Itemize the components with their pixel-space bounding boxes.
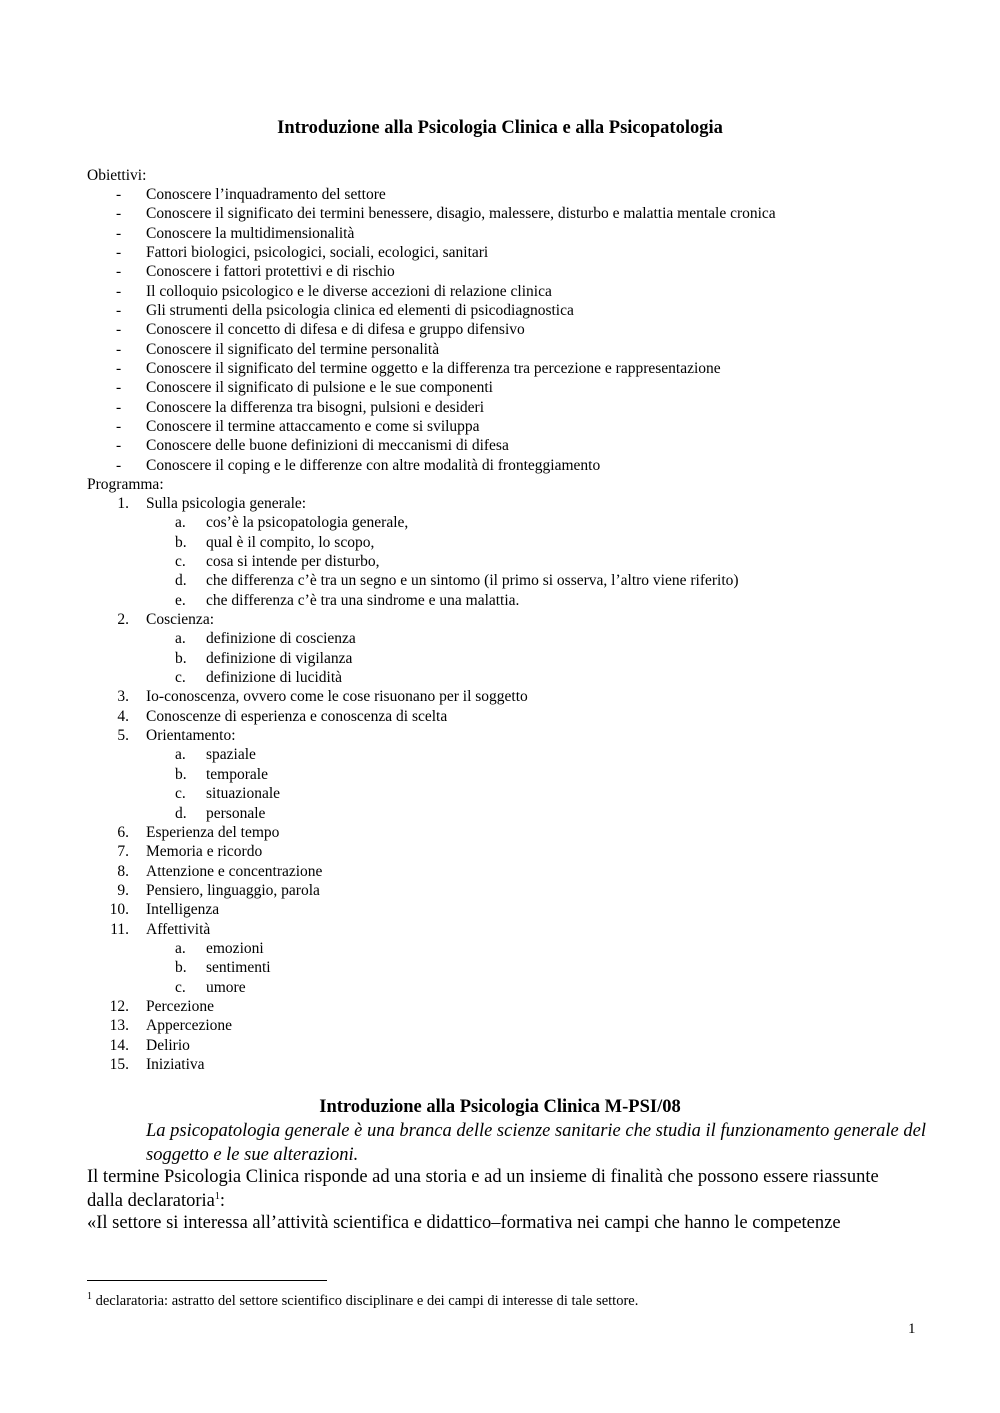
program-sublist xyxy=(146,629,739,687)
objective-text: Conoscere il significato del termine personalità xyxy=(146,340,440,358)
objective-text: Conoscere delle buone definizioni di meccanismi di difesa xyxy=(146,437,509,455)
program-subitem-text: temporale xyxy=(206,765,268,783)
program-sublist xyxy=(146,745,739,822)
bullet-dash: - xyxy=(116,360,122,378)
program-subitem-letter: b. xyxy=(175,765,187,783)
program-subitem xyxy=(146,533,739,552)
objective-text: Conoscere la multidimensionalità xyxy=(146,224,355,242)
program-item-text: Intelligenza xyxy=(146,901,220,919)
objective-item xyxy=(87,378,776,397)
program-subitem-text: umore xyxy=(206,978,246,996)
objective-text: Conoscere il concetto di difesa e di difesa e gruppo difensivo xyxy=(146,321,525,339)
bullet-dash: - xyxy=(116,321,122,339)
program-item xyxy=(87,726,739,823)
bullet-dash: - xyxy=(116,398,122,416)
program-item-number: 4. xyxy=(117,707,129,725)
objectives-label: Obiettivi: xyxy=(87,167,147,184)
program-subitem-letter: d. xyxy=(175,572,187,590)
program-subitem xyxy=(146,958,739,977)
bullet-dash: - xyxy=(116,186,122,203)
program-item-text: Delirio xyxy=(146,1036,190,1054)
objective-text: Conoscere il coping e le differenze con altre modalità di fronteggiamento xyxy=(146,456,601,474)
program-item-number: 15. xyxy=(109,1055,129,1073)
program-item-number: 10. xyxy=(109,901,129,919)
objective-text: Il colloquio psicologico e le diverse accezioni di relazione clinica xyxy=(146,282,552,300)
paragraph-text: Il termine Psicologia Clinica risponde ad una storia e ad un insieme di finalità che possono essere riassunte dalla declaratoria xyxy=(87,1167,879,1211)
program-item-text: Iniziativa xyxy=(146,1055,205,1073)
bullet-dash: - xyxy=(116,244,122,262)
program-subitem-text: definizione di vigilanza xyxy=(206,649,353,667)
objective-text: Fattori biologici, psicologici, sociali, ecologici, sanitari xyxy=(146,244,489,262)
program-item-number: 6. xyxy=(117,823,129,841)
program-item-text: Appercezione xyxy=(146,1017,233,1035)
program-subitem-text: situazionale xyxy=(206,785,281,803)
bullet-dash: - xyxy=(116,379,122,397)
program-subitem-text: cos’è la psicopatologia generale, xyxy=(206,514,409,532)
program-item-text: Conoscenze di esperienza e conoscenza di scelta xyxy=(146,707,448,725)
program-item-text: Esperienza del tempo xyxy=(146,823,280,841)
objective-item xyxy=(87,243,776,262)
program-item-text: Pensiero, linguaggio, parola xyxy=(146,881,320,899)
footnote-reference: 1 xyxy=(214,1190,220,1202)
objective-item xyxy=(87,436,776,455)
program-label: Programma: xyxy=(87,476,164,493)
section-heading: Introduzione alla Psicologia Clinica M-PSI/08 xyxy=(319,1097,681,1117)
program-subitem-text: sentimenti xyxy=(206,959,271,977)
program-subitem-letter: b. xyxy=(175,533,187,551)
program-subitem xyxy=(146,745,739,764)
program-subitem-letter: b. xyxy=(175,649,187,667)
program-subitem-letter: c. xyxy=(175,669,186,687)
bullet-dash: - xyxy=(116,340,122,358)
program-subitem xyxy=(146,513,739,532)
program-sublist xyxy=(146,513,739,610)
quote-line: «Il settore si interessa all’attività scientifica e didattico–formativa nei campi che hanno le competenze xyxy=(87,1213,841,1233)
page-number: 1 xyxy=(908,1321,916,1337)
bullet-dash: - xyxy=(116,418,122,436)
program-subitem-letter: b. xyxy=(175,959,187,977)
program-subitem-text: emozioni xyxy=(206,939,264,957)
program-subitem xyxy=(146,804,739,823)
bullet-dash: - xyxy=(116,282,122,300)
program-subitem-text: cosa si intende per disturbo, xyxy=(206,553,380,571)
program-list xyxy=(87,494,739,1074)
program-item-text: Affettività xyxy=(146,920,211,938)
objective-text: Conoscere il termine attaccamento e come si sviluppa xyxy=(146,418,480,436)
program-item-number: 8. xyxy=(117,862,129,880)
program-item-number: 1. xyxy=(117,495,129,512)
objective-item xyxy=(87,224,776,243)
program-subitem xyxy=(146,939,739,958)
program-item-text: Orientamento: xyxy=(146,727,236,745)
program-subitem xyxy=(146,571,739,590)
footnote-number: 1 xyxy=(87,1291,92,1303)
bullet-dash: - xyxy=(116,302,122,320)
program-item xyxy=(87,494,739,610)
program-item-text: Io-conoscenza, ovvero come le cose risuonano per il soggetto xyxy=(146,688,528,706)
objectives-list xyxy=(87,185,776,475)
program-subitem xyxy=(146,629,739,648)
objective-text: Conoscere i fattori protettivi e di rischio xyxy=(146,263,395,281)
objective-item xyxy=(87,301,776,320)
program-subitem xyxy=(146,552,739,571)
program-item xyxy=(87,881,739,900)
program-subitem-letter: a. xyxy=(175,630,186,648)
program-subitem xyxy=(146,668,739,687)
footnote-text: declaratoria: astratto del settore scientifico disciplinare e dei campi di interesse di tale settore. xyxy=(92,1293,639,1309)
program-item xyxy=(87,687,739,706)
objective-item xyxy=(87,204,776,223)
program-subitem-text: che differenza c’è tra un segno e un sintomo (il primo si osserva, l’altro viene riferito) xyxy=(206,572,739,590)
program-item xyxy=(87,920,739,997)
program-subitem-letter: a. xyxy=(175,939,186,957)
paragraph-end: : xyxy=(219,1190,226,1211)
objective-item xyxy=(87,359,776,378)
objective-text: Conoscere il significato dei termini benessere, disagio, malessere, disturbo e malattia mentale cronica xyxy=(146,205,776,223)
program-item-number: 3. xyxy=(117,688,129,706)
body-paragraph xyxy=(87,1166,917,1213)
program-subitem-letter: a. xyxy=(175,514,186,532)
program-item xyxy=(87,1016,739,1035)
program-subitem xyxy=(146,591,739,610)
bullet-dash: - xyxy=(116,205,122,223)
program-subitem-text: definizione di coscienza xyxy=(206,630,356,648)
program-item xyxy=(87,862,739,881)
program-item-number: 13. xyxy=(109,1017,129,1035)
bullet-dash: - xyxy=(116,456,122,474)
objective-item xyxy=(87,282,776,301)
program-item xyxy=(87,610,739,687)
italic-paragraph: La psicopatologia generale è una branca delle scienze sanitarie che studia il funzionamento generale del soggetto e le sue alterazioni. xyxy=(146,1121,926,1165)
program-item xyxy=(87,997,739,1016)
program-item-text: Attenzione e concentrazione xyxy=(146,862,323,880)
objective-item xyxy=(87,185,776,204)
program-subitem-letter: d. xyxy=(175,804,187,822)
program-subitem-text: personale xyxy=(206,804,266,822)
program-item-number: 14. xyxy=(109,1036,129,1054)
program-subitem-letter: c. xyxy=(175,553,186,571)
bullet-dash: - xyxy=(116,437,122,455)
program-item xyxy=(87,842,739,861)
page-title: Introduzione alla Psicologia Clinica e alla Psicopatologia xyxy=(277,118,723,138)
program-item-number: 11. xyxy=(110,920,129,938)
program-subitem xyxy=(146,978,739,997)
footnote xyxy=(87,1293,638,1310)
bullet-dash: - xyxy=(116,263,122,281)
program-subitem-text: che differenza c’è tra una sindrome e una malattia. xyxy=(206,591,520,609)
objective-item xyxy=(87,320,776,339)
program-subitem-letter: c. xyxy=(175,978,186,996)
program-item-number: 5. xyxy=(117,727,129,745)
program-item-number: 12. xyxy=(109,997,129,1015)
program-subitem-text: spaziale xyxy=(206,746,256,764)
program-subitem-letter: e. xyxy=(175,591,186,609)
program-subitem-letter: a. xyxy=(175,746,186,764)
objective-item xyxy=(87,417,776,436)
program-subitem-letter: c. xyxy=(175,785,186,803)
program-subitem xyxy=(146,784,739,803)
program-item-number: 2. xyxy=(117,611,129,629)
objective-item xyxy=(87,340,776,359)
program-subitem xyxy=(146,649,739,668)
program-sublist xyxy=(146,939,739,997)
program-item xyxy=(87,823,739,842)
objective-item xyxy=(87,262,776,281)
bullet-dash: - xyxy=(116,224,122,242)
program-item xyxy=(87,900,739,919)
program-item-text: Memoria e ricordo xyxy=(146,843,263,861)
objective-text: Conoscere il significato di pulsione e le sue componenti xyxy=(146,379,493,397)
objective-text: Gli strumenti della psicologia clinica ed elementi di psicodiagnostica xyxy=(146,302,574,320)
program-item-number: 9. xyxy=(117,881,129,899)
program-item xyxy=(87,1036,739,1055)
program-item-text: Percezione xyxy=(146,997,214,1015)
program-item-number: 7. xyxy=(117,843,129,861)
program-subitem-text: definizione di lucidità xyxy=(206,669,343,687)
program-subitem xyxy=(146,765,739,784)
program-item-text: Coscienza: xyxy=(146,611,215,629)
program-item xyxy=(87,707,739,726)
objective-text: Conoscere il significato del termine oggetto e la differenza tra percezione e rappresentazione xyxy=(146,360,721,378)
objective-item xyxy=(87,456,776,475)
objective-item xyxy=(87,398,776,417)
objective-text: Conoscere la differenza tra bisogni, pulsioni e desideri xyxy=(146,398,485,416)
objective-text: Conoscere l’inquadramento del settore xyxy=(146,186,386,203)
program-item-text: Sulla psicologia generale: xyxy=(146,495,307,512)
program-item xyxy=(87,1055,739,1074)
program-subitem-text: qual è il compito, lo scopo, xyxy=(206,533,375,551)
footnote-divider xyxy=(87,1280,327,1281)
